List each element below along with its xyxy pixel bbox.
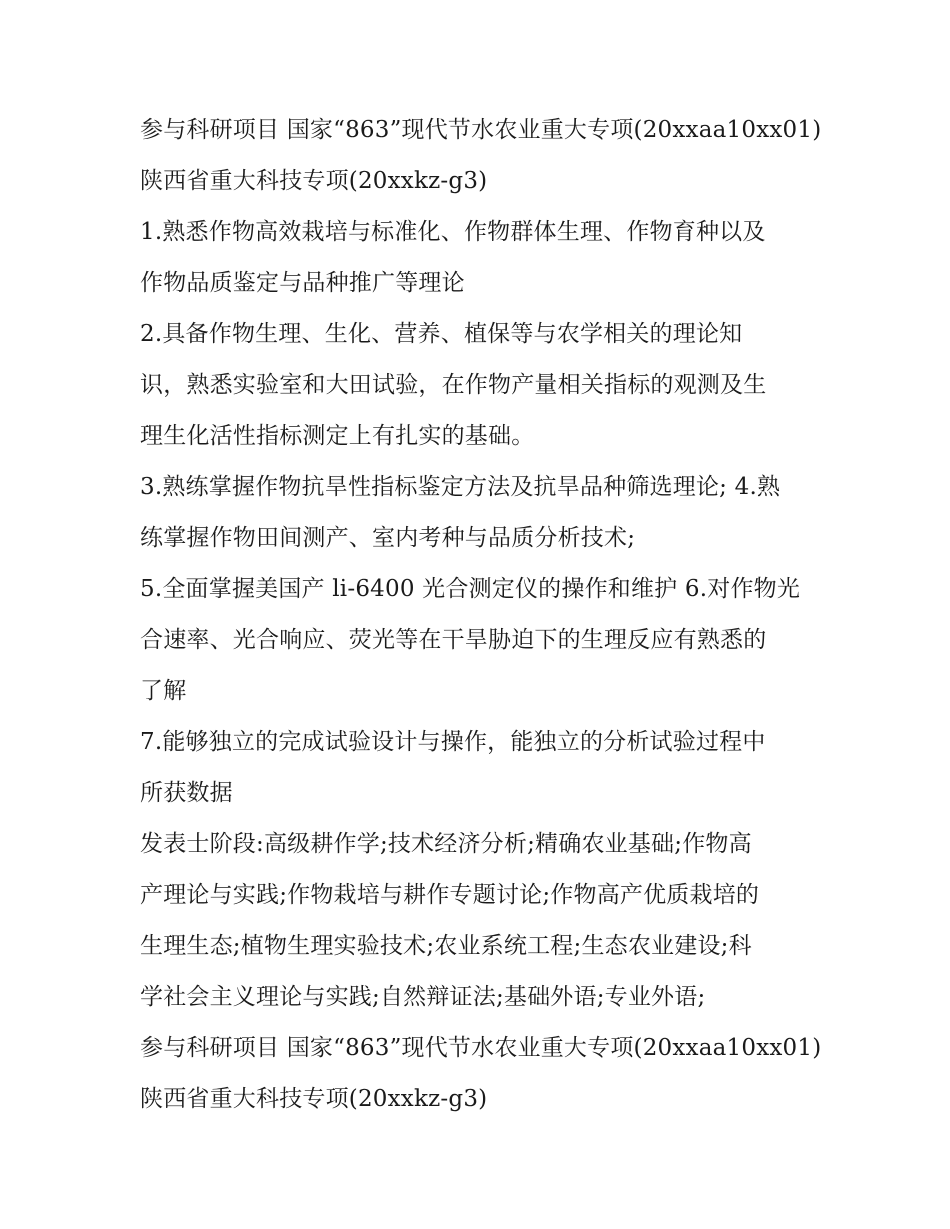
- text-line: 1.熟悉作物高效栽培与标准化、作物群体生理、作物育种以及: [140, 219, 766, 245]
- text-line: 练掌握作物田间测产、室内考种与品质分析技术;: [140, 525, 636, 551]
- text-line: 3.熟练掌握作物抗旱性指标鉴定方法及抗旱品种筛选理论; 4.熟: [140, 474, 781, 500]
- text-line: 陕西省重大科技专项(20xxkz-g3): [140, 168, 488, 194]
- text-line: 作物品质鉴定与品种推广等理论: [140, 270, 465, 296]
- text-line: 参与科研项目 国家“863”现代节水农业重大专项(20xxaa10xx01): [140, 1035, 822, 1061]
- text-line: 识，熟悉实验室和大田试验，在作物产量相关指标的观测及生: [140, 372, 767, 398]
- text-line: 发表士阶段:高级耕作学;技术经济分析;精确农业基础;作物高: [140, 831, 752, 857]
- document-body: [140, 105, 820, 1125]
- text-line: 合速率、光合响应、荧光等在干旱胁迫下的生理反应有熟悉的: [140, 627, 767, 653]
- text-line: 理生化活性指标测定上有扎实的基础。: [140, 423, 535, 449]
- text-line: 陕西省重大科技专项(20xxkz-g3): [140, 1086, 488, 1112]
- text-line: 学社会主义理论与实践;自然辩证法;基础外语;专业外语;: [140, 984, 706, 1010]
- text-line: 产理论与实践;作物栽培与耕作专题讨论;作物高产优质栽培的: [140, 882, 760, 908]
- text-line: 5.全面掌握美国产 li-6400 光合测定仪的操作和维护 6.对作物光: [140, 576, 801, 602]
- text-line: 所获数据: [140, 780, 233, 806]
- text-line: 生理生态;植物生理实验技术;农业系统工程;生态农业建设;科: [140, 933, 752, 959]
- text-line: 了解: [140, 678, 187, 704]
- text-line: 2.具备作物生理、生化、营养、植保等与农学相关的理论知: [140, 321, 743, 347]
- text-line: 参与科研项目 国家“863”现代节水农业重大专项(20xxaa10xx01): [140, 117, 822, 143]
- text-line: 7.能够独立的完成试验设计与操作，能独立的分析试验过程中: [140, 729, 766, 755]
